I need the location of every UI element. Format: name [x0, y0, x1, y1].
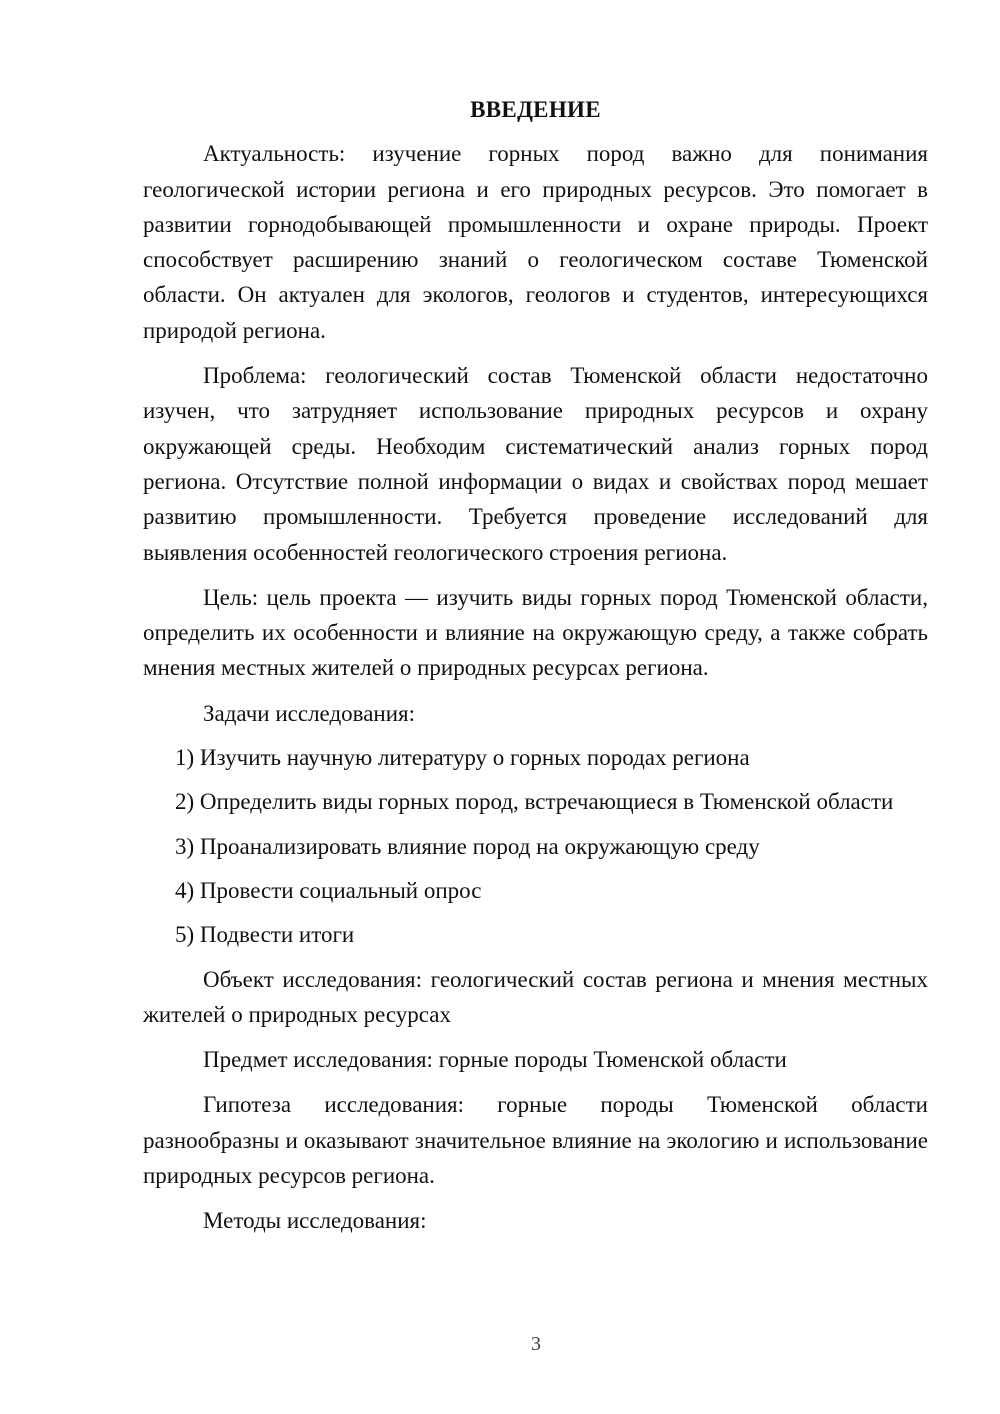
paragraph-subject: Предмет исследования: горные породы Тюменской области [203, 1047, 787, 1073]
paragraph-object: Объект исследования: геологический состав региона и мнения местных жителей о природных ресурсах [143, 966, 928, 1027]
task-item: 2) Определить виды горных пород, встречающиеся в Тюменской области [175, 789, 894, 815]
task-item: 5) Подвести итоги [175, 922, 355, 948]
section-title: ВВЕДЕНИЕ [470, 97, 601, 122]
methods-heading: Методы исследования: [203, 1208, 427, 1234]
task-item: 1) Изучить научную литературу о горных породах региона [175, 745, 750, 771]
tasks-heading: Задачи исследования: [203, 700, 416, 726]
page-number: 3 [531, 1333, 541, 1355]
paragraph-problem: Проблема: геологический состав Тюменской области недостаточно изучен, что затрудняет использование природных ресурсов и охрану окружающей среды. Необходим систематический анализ горных пород региона. Отсутствие полной информации о видах и свойствах пород мешает развитию промышленности. Требуется проведение исследований для выявления особенностей геологического строения региона. [143, 363, 928, 565]
paragraph-relevance: Актуальность: изучение горных пород важно для понимания геологической истории региона и его природных ресурсов. Это помогает в развитии горнодобывающей промышленности и охране природы. Проект способствует расширению знаний о геологическом составе Тюменской области. Он актуален для экологов, геологов и студентов, интересующихся природой региона. [143, 141, 928, 343]
task-item: 4) Провести социальный опрос [175, 877, 482, 903]
document-page [143, 92, 928, 1249]
task-item: 3) Проанализировать влияние пород на окружающую среду [175, 833, 760, 859]
paragraph-goal: Цель: цель проекта — изучить виды горных пород Тюменской области, определить их особенности и влияние на окружающую среду, а также собрать мнения местных жителей о природных ресурсах региона. [143, 584, 928, 681]
paragraph-hypothesis: Гипотеза исследования: горные породы Тюменской области разнообразны и оказывают значительное влияние на экологию и использование природных ресурсов региона. [143, 1092, 928, 1189]
